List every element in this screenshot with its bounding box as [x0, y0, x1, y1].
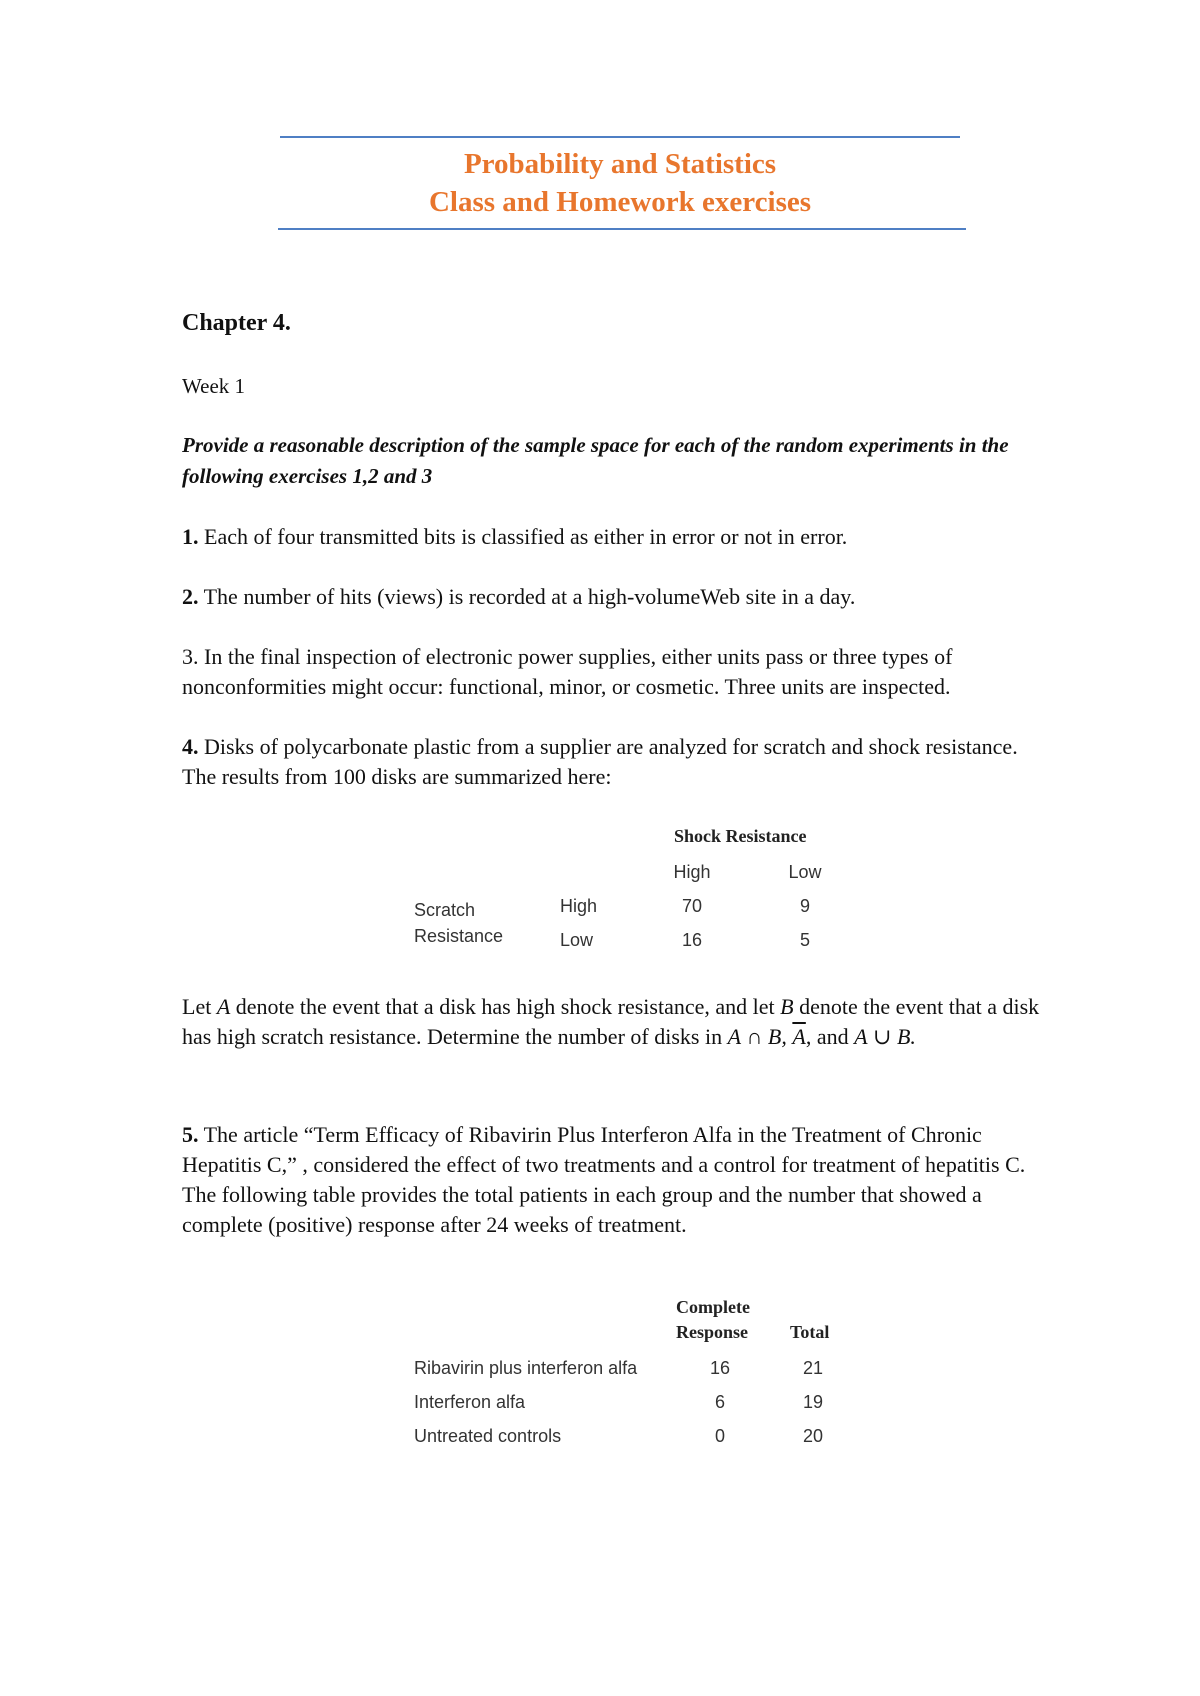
exercise-number: 2.	[182, 584, 199, 609]
exercise-text: In the final inspection of electronic power supplies, either units pass or three types of nonconformities might occur: functional, minor, or cosmetic. Three units are inspected.	[182, 644, 953, 699]
event-a: A	[216, 994, 231, 1019]
union-symbol: ∪	[867, 1024, 897, 1049]
exercise-text: Disks of polycarbonate plastic from a supplier are analyzed for scratch and shock resistance. The results from 100 disks are summarized here:	[182, 734, 1018, 789]
table-cell: 19	[802, 1392, 824, 1412]
exercise-number: 4.	[182, 734, 199, 759]
table-cell: 6	[714, 1392, 725, 1412]
text-run: , and	[805, 1024, 855, 1049]
table-row-label: High	[560, 896, 598, 916]
table-cell: 0	[714, 1426, 725, 1446]
table-row-group: Scratch	[414, 900, 476, 920]
exercise-number: 3.	[182, 644, 199, 669]
exercise-number: 5.	[182, 1122, 199, 1147]
text-run: denote the event that a disk has high scratch resistance. Determine the number of disks in	[182, 994, 1040, 1049]
event-b: B.	[896, 1024, 916, 1049]
table-cell: 9	[799, 896, 810, 916]
table-column-group: Shock Resistance	[674, 826, 807, 846]
complement-a: $\overline{A}$	[792, 1024, 806, 1049]
table-row-label: Interferon alfa	[414, 1392, 526, 1412]
event-b: B,	[767, 1024, 787, 1049]
exercise-text: The article “Term Efficacy of Ribavirin Plus Interferon Alfa in the Treatment of Chronic Hepatitis C,” , considered the effect of two treatments and a control for treatment of hepatitis C. The following table provides the total patients in each group and the number that showed a complete (positive) response after 24 weeks of treatment.	[182, 1122, 1026, 1237]
table-cell: 16	[681, 930, 703, 950]
table-cell: 21	[802, 1358, 824, 1378]
chapter-heading: Chapter 4.	[182, 310, 291, 336]
table-cell: 16	[709, 1358, 731, 1378]
exercise-number: 1.	[182, 524, 199, 549]
intersection-symbol: ∩	[741, 1024, 768, 1049]
table-column-header: Complete	[676, 1297, 750, 1317]
event-b: B	[780, 994, 794, 1019]
table-row-group: Resistance	[414, 926, 504, 946]
table-row-label: Ribavirin plus interferon alfa	[414, 1358, 638, 1378]
exercise-text: Each of four transmitted bits is classified as either in error or not in error.	[204, 524, 848, 549]
table-row-label: Untreated controls	[414, 1426, 562, 1446]
table-cell: 5	[799, 930, 810, 950]
table-column-header: Response	[676, 1322, 749, 1342]
table-column-header: Total	[790, 1322, 830, 1342]
text-run: Let	[182, 994, 217, 1019]
table-cell: 70	[681, 896, 703, 916]
text-run: denote the event that a disk has high shock resistance, and let	[230, 994, 781, 1019]
table-column-header: High	[673, 862, 711, 882]
page-title-line2: Class and Homework exercises	[428, 186, 812, 218]
table-row-label: Low	[560, 930, 594, 950]
page-title-line1: Probability and Statistics	[463, 148, 777, 180]
table-cell: 20	[802, 1426, 824, 1446]
event-a: A	[727, 1024, 742, 1049]
exercise-text: The number of hits (views) is recorded at a high-volumeWeb site in a day.	[203, 584, 856, 609]
instruction-text: Provide a reasonable description of the sample space for each of the random experiments in the following exercises 1,2 and 3	[182, 433, 1009, 488]
event-a: A	[854, 1024, 868, 1049]
table-column-header: Low	[788, 862, 822, 882]
week-label: Week 1	[182, 374, 246, 398]
